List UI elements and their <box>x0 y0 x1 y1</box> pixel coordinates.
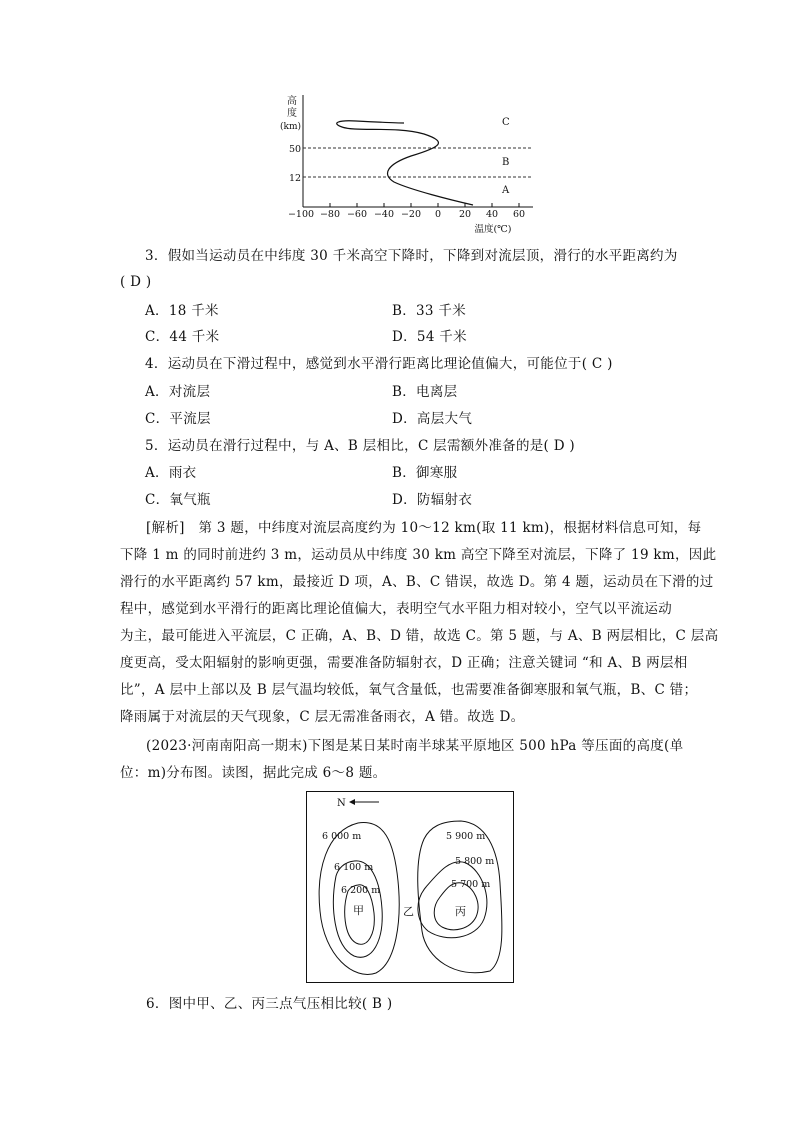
x-tick-label: 20 <box>458 209 472 220</box>
q3-option-d: D．54 千米 <box>392 329 467 345</box>
contour-label-6200: 6 200 m <box>341 885 381 896</box>
x-tick-label: −40 <box>373 209 395 220</box>
contour-label-6000: 6 000 m <box>322 831 362 842</box>
q5-option-d: D．防辐射衣 <box>392 492 473 508</box>
x-tick-label: 60 <box>512 209 526 220</box>
analysis-line: 滑行的水平距离约 57 km，最接近 D 项，A、B、C 错误，故选 D。第 4 题，运动员在下滑的过 <box>120 574 714 590</box>
y-axis-label-1: 高 <box>287 96 297 107</box>
contour-label-5900: 5 900 m <box>446 831 486 842</box>
analysis-line: [解析] 第 3 题，中纬度对流层高度约为 10～12 km(取 11 km)，根据材料信息可知，每 <box>146 520 702 536</box>
layer-b-label: B <box>502 157 510 168</box>
point-bing: 丙 <box>455 905 466 918</box>
north-label: N <box>337 798 346 809</box>
x-tick-label: −20 <box>400 209 422 220</box>
y-tick-50: 50 <box>289 144 302 155</box>
analysis-line: 比”，A 层中上部以及 B 层气温均较低，氧气含量低，也需要准备御寒服和氧气瓶，B、C 错； <box>120 682 698 698</box>
temperature-profile-figure <box>276 92 546 237</box>
y-axis-label-2: 度 <box>287 108 297 119</box>
q5-option-b: B．御寒服 <box>392 465 458 481</box>
x-tick-label: −60 <box>346 209 368 220</box>
analysis-line: 降雨属于对流层的天气现象，C 层无需准备雨衣，A 错。故选 D。 <box>120 709 525 725</box>
contour-label-6100: 6 100 m <box>334 862 374 873</box>
intro-line: (2023·河南南阳高一期末)下图是某日某时南半球某平原地区 500 hPa 等压面的高度(单 <box>146 738 684 754</box>
x-tick-label: −100 <box>287 209 315 220</box>
y-tick-12: 12 <box>289 173 302 184</box>
q3-stem-answer: ( D ) <box>120 274 152 290</box>
point-jia: 甲 <box>353 904 364 917</box>
x-tick-label: 0 <box>434 209 442 220</box>
layer-a-label: A <box>502 185 510 196</box>
q5-option-a: A．雨衣 <box>145 465 197 481</box>
point-yi: 乙 <box>403 905 414 918</box>
analysis-line: 度更高，受太阳辐射的影响更强，需要准备防辐射衣，D 正确；注意关键词 “和 A、B 两层相 <box>120 655 688 671</box>
q4-option-b: B．电离层 <box>392 384 458 400</box>
contour-label-5700: 5 700 m <box>451 879 491 890</box>
contour-label-5800: 5 800 m <box>455 856 495 867</box>
x-tick-label: 40 <box>485 209 499 220</box>
temperature-curve <box>337 121 473 205</box>
isobaric-height-map <box>306 791 514 983</box>
q5-stem: 5．运动员在滑行过程中，与 A、B 层相比，C 层需额外准备的是( D ) <box>145 438 576 454</box>
q4-option-c: C．平流层 <box>145 411 211 427</box>
q5-option-c: C．氧气瓶 <box>145 492 211 508</box>
q4-stem: 4．运动员在下滑过程中，感觉到水平滑行距离比理论值偏大，可能位于( C ) <box>145 356 613 372</box>
q3-option-c: C．44 千米 <box>145 329 220 345</box>
x-tick-label: −80 <box>319 209 341 220</box>
layer-c-label: C <box>502 117 510 128</box>
analysis-line: 程中，感觉到水平滑行的距离比理论值偏大，表明空气水平阻力相对较小，空气以平流运动 <box>120 601 672 617</box>
q4-option-d: D．高层大气 <box>392 411 473 427</box>
x-axis-label: 温度(℃) <box>474 224 512 235</box>
q6-stem: 6．图中甲、乙、丙三点气压相比较( B ) <box>146 996 393 1012</box>
q3-option-b: B．33 千米 <box>392 303 466 319</box>
intro-line: 位：m)分布图。读图，据此完成 6～8 题。 <box>120 765 387 781</box>
q3-option-a: A．18 千米 <box>145 303 219 319</box>
analysis-line: 下降 1 m 的同时前进约 3 m，运动员从中纬度 30 km 高空下降至对流层，下降了 19 km，因此 <box>120 547 717 563</box>
analysis-line: 为主，最可能进入平流层，C 正确，A、B、D 错，故选 C。第 5 题，与 A、B 两层相比，C 层高 <box>120 628 719 644</box>
q3-stem: 3．假如当运动员在中纬度 30 千米高空下降时，下降到对流层顶，滑行的水平距离约为 <box>145 248 678 264</box>
q4-option-a: A．对流层 <box>145 384 211 400</box>
y-axis-label-3: (km) <box>280 122 302 132</box>
